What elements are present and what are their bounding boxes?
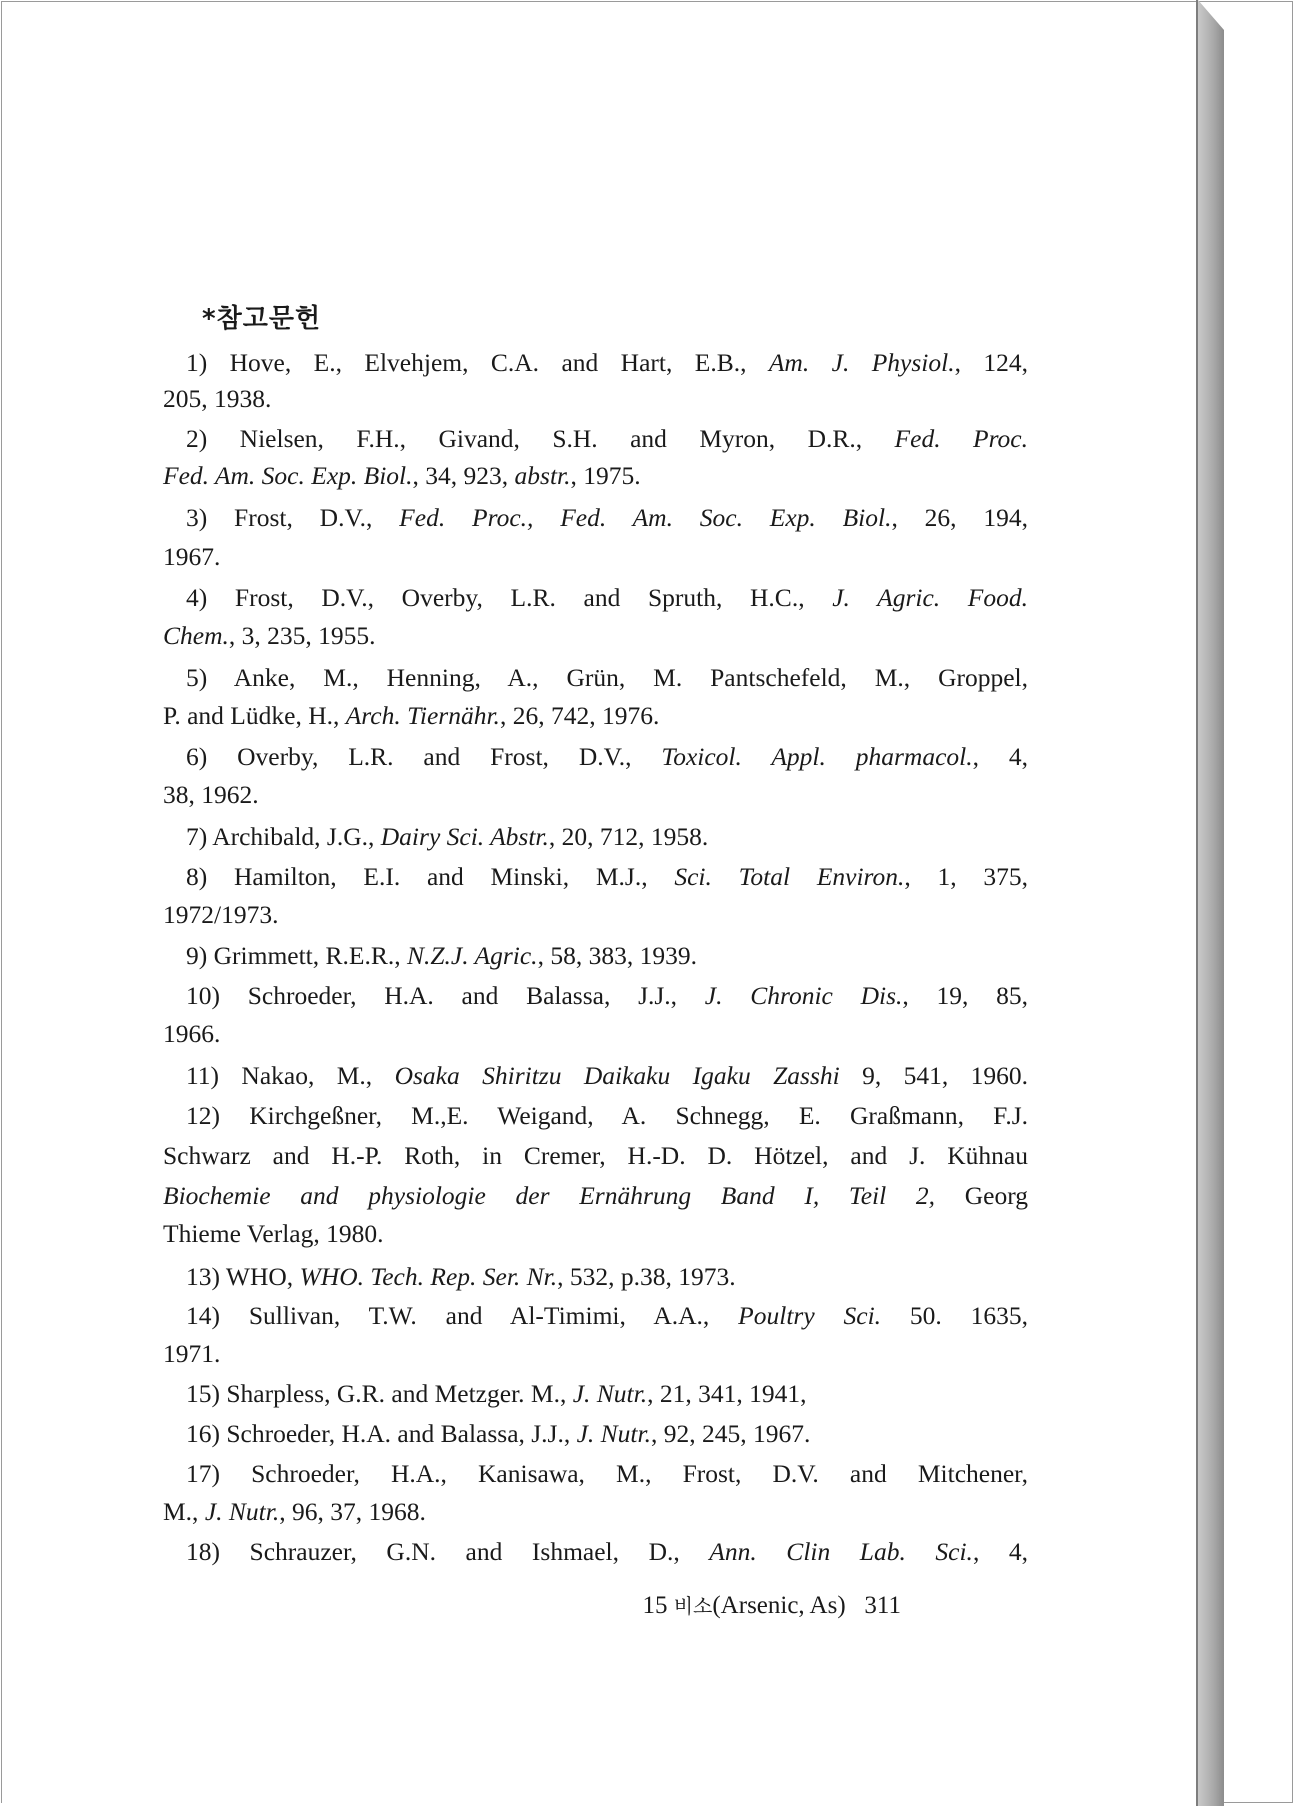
reference-line (186, 1535, 1028, 1569)
reference-line (186, 1377, 1028, 1411)
reference-line (186, 740, 1028, 774)
reference-text: Thieme Verlag, 1980. (163, 1219, 384, 1248)
reference-line (186, 1417, 1028, 1451)
chapter-number: 15 (642, 1592, 668, 1619)
reference-line (163, 1495, 1028, 1529)
page-curl-shadow (1198, 0, 1224, 1806)
reference-text: M., (163, 1497, 205, 1526)
reference-text: 1971. (163, 1339, 221, 1368)
reference-text: 17) Schroeder, H.A., Kanisawa, M., Frost, D.V. and Mitchener, (186, 1459, 1028, 1488)
reference-text: , 1, 375, (904, 862, 1029, 891)
reference-text: Schwarz and H.-P. Roth, in Cremer, H.-D. D. Hötzel, and J. Kühnau (163, 1141, 1028, 1170)
reference-line (186, 346, 1028, 380)
reference-text: 1967. (163, 542, 221, 571)
reference-line (163, 1139, 1028, 1173)
page-edge (1196, 0, 1198, 1806)
journal-title: Sci. Total Environ. (674, 862, 905, 891)
journal-title: Osaka Shiritzu Daikaku Igaku Zasshi (394, 1061, 840, 1090)
journal-title: J. Nutr. (204, 1497, 280, 1526)
reference-text: Georg (935, 1181, 1029, 1210)
reference-text: , 96, 37, 1968. (279, 1497, 426, 1526)
reference-text: , 3, 235, 1955. (228, 621, 376, 650)
reference-line (186, 860, 1028, 894)
journal-title: WHO. Tech. Rep. Ser. Nr. (299, 1262, 558, 1291)
reference-text: , 26, 742, 1976. (499, 701, 660, 730)
reference-text: 16) Schroeder, H.A. and Balassa, J.J., (186, 1419, 577, 1448)
reference-text: 8) Hamilton, E.I. and Minski, M.J., (186, 862, 675, 891)
reference-line (186, 422, 1028, 456)
reference-line (163, 619, 1028, 653)
journal-title: Fed. Proc. (894, 424, 1028, 453)
reference-text: 18) Schrauzer, G.N. and Ishmael, D., (186, 1537, 710, 1566)
reference-line (186, 979, 1028, 1013)
reference-line (163, 1337, 1028, 1371)
reference-text: 205, 1938. (163, 384, 272, 413)
reference-text: 10) Schroeder, H.A. and Balassa, J.J., (186, 981, 705, 1010)
reference-text: , 4, (972, 1537, 1028, 1566)
journal-title: J. Agric. Food. (832, 583, 1029, 612)
reference-text: 12) Kirchgeßner, M.,E. Weigand, A. Schnegg, E. Graßmann, F.J. (186, 1101, 1028, 1130)
reference-text: , 532, p.38, 1973. (557, 1262, 736, 1291)
chapter-title-korean: 비소 (673, 1594, 713, 1618)
journal-title: Fed. Proc., Fed. Am. Soc. Exp. Biol. (399, 503, 892, 532)
reference-line (163, 699, 1028, 733)
document-page (2, 2, 1198, 1804)
reference-text: , 34, 923, (412, 461, 515, 490)
journal-title: Ann. Clin Lab. Sci. (709, 1537, 973, 1566)
reference-text: 1) Hove, E., Elvehjem, C.A. and Hart, E.B., (186, 348, 769, 377)
reference-text: , 1975. (570, 461, 641, 490)
reference-text: 3) Frost, D.V., (186, 503, 400, 532)
reference-line (186, 1299, 1028, 1333)
reference-line (186, 820, 1028, 854)
reference-text: 4) Frost, D.V., Overby, L.R. and Spruth, H.C., (186, 583, 833, 612)
reference-text: 7) Archibald, J.G., (186, 822, 381, 851)
reference-line (163, 1017, 1028, 1051)
reference-line (163, 459, 1028, 493)
reference-text: 1966. (163, 1019, 221, 1048)
journal-title: Chem. (163, 621, 229, 650)
journal-title: J. Nutr. (572, 1379, 648, 1408)
journal-title: N.Z.J. Agric. (406, 941, 538, 970)
page-footer (642, 1590, 901, 1620)
reference-line (186, 1099, 1028, 1133)
reference-text: 50. 1635, (881, 1301, 1028, 1330)
reference-text: , 4, (972, 742, 1028, 771)
journal-title: Poultry Sci. (738, 1301, 882, 1330)
reference-line (186, 1457, 1028, 1491)
reference-line (186, 661, 1028, 695)
reference-line (186, 939, 1028, 973)
reference-line (186, 581, 1028, 615)
reference-text: 38, 1962. (163, 780, 259, 809)
journal-title: Dairy Sci. Abstr. (380, 822, 549, 851)
journal-title: abstr. (514, 461, 571, 490)
reference-text: , 92, 245, 1967. (651, 1419, 811, 1448)
reference-text: , 20, 712, 1958. (548, 822, 709, 851)
reference-line (186, 501, 1028, 535)
reference-text: 2) Nielsen, F.H., Givand, S.H. and Myron, D.R., (186, 424, 895, 453)
reference-text: 5) Anke, M., Henning, A., Grün, M. Pantschefeld, M., Groppel, (186, 663, 1028, 692)
reference-text: 6) Overby, L.R. and Frost, D.V., (186, 742, 662, 771)
reference-text: P. and Lüdke, H., (163, 701, 346, 730)
reference-line (163, 540, 1028, 574)
reference-text: , 19, 85, (902, 981, 1028, 1010)
reference-text: 11) Nakao, M., (186, 1061, 395, 1090)
reference-line (163, 898, 1028, 932)
reference-line (163, 1179, 1028, 1213)
reference-line (163, 1217, 1028, 1251)
reference-text: 1972/1973. (163, 900, 279, 929)
references-heading: *참고문헌 (202, 304, 322, 334)
journal-title: J. Nutr. (576, 1419, 651, 1448)
journal-title: Biochemie and physiologie der Ernährung Band I, Teil 2, (163, 1181, 936, 1210)
reference-text: 13) WHO, (186, 1262, 300, 1291)
chapter-title-english: (Arsenic, As) (712, 1592, 846, 1619)
journal-title: Fed. Am. Soc. Exp. Biol. (163, 461, 413, 490)
reference-text: , 21, 341, 1941, (647, 1379, 807, 1408)
reference-text: 14) Sullivan, T.W. and Al-Timimi, A.A., (186, 1301, 739, 1330)
page-number: 311 (864, 1592, 901, 1619)
reference-line (163, 778, 1028, 812)
reference-line (186, 1260, 1028, 1294)
reference-text: , 124, (954, 348, 1028, 377)
reference-text: , 26, 194, (891, 503, 1028, 532)
reference-text: , 58, 383, 1939. (537, 941, 697, 970)
reference-text: 9) Grimmett, R.E.R., (186, 941, 407, 970)
reference-text: 9, 541, 1960. (839, 1061, 1028, 1090)
journal-title: Am. J. Physiol. (768, 348, 955, 377)
journal-title: Toxicol. Appl. pharmacol. (661, 742, 973, 771)
reference-text: 15) Sharpless, G.R. and Metzger. M., (186, 1379, 573, 1408)
reference-line (163, 382, 1028, 416)
journal-title: Arch. Tiernähr. (345, 701, 500, 730)
reference-line (186, 1059, 1028, 1093)
journal-title: J. Chronic Dis. (704, 981, 903, 1010)
